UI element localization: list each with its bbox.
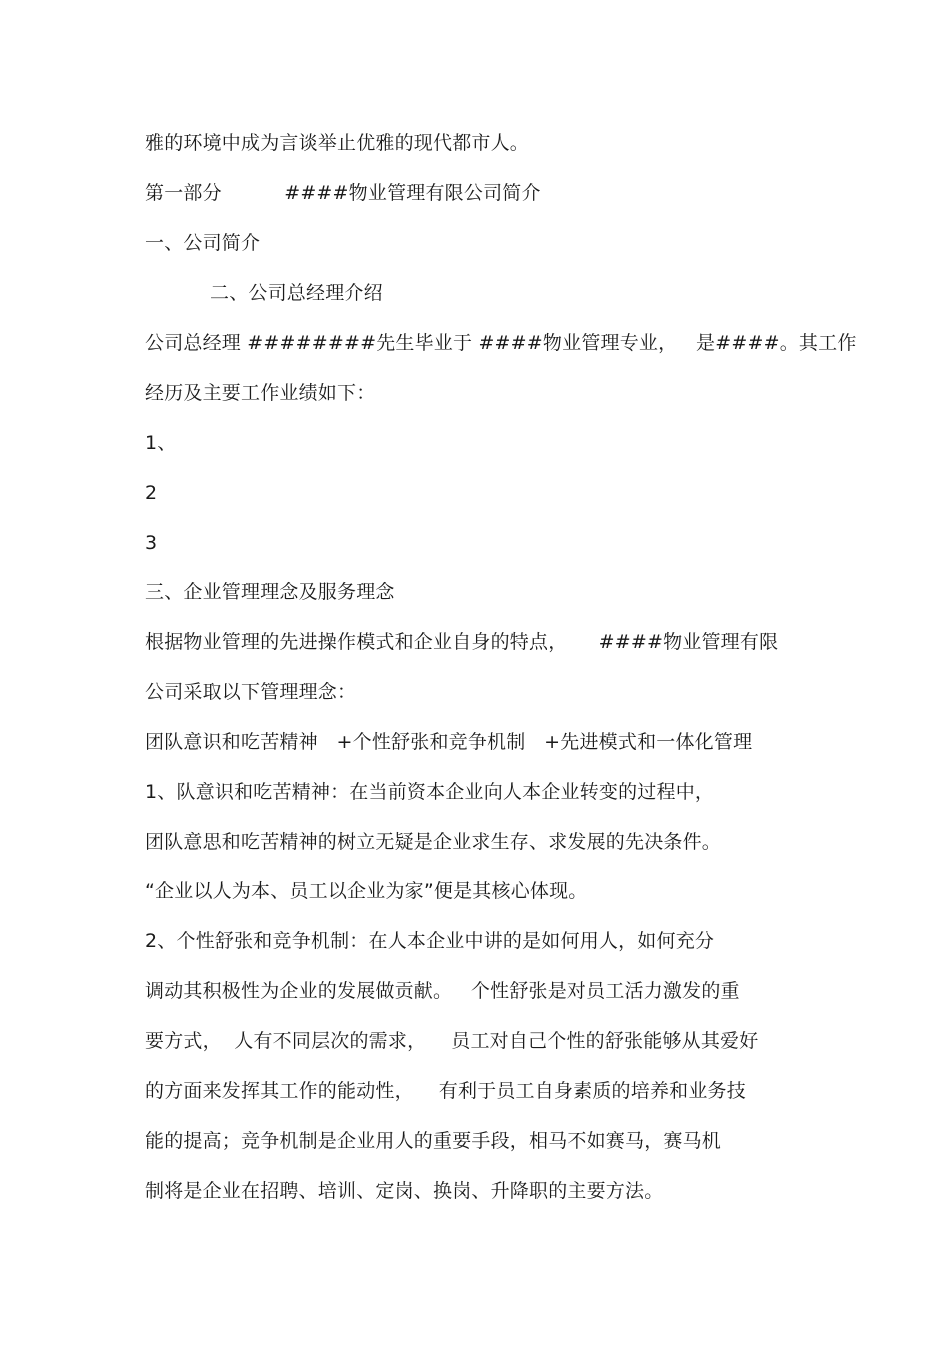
list-item: 1、 bbox=[145, 432, 177, 454]
section-heading: 第一部分 ####物业管理有限公司简介 bbox=[145, 182, 541, 204]
paragraph-line: 根据物业管理的先进操作模式和企业自身的特点， ####物业管理有限 bbox=[145, 631, 779, 653]
paragraph-line: 公司采取以下管理理念： bbox=[145, 681, 357, 703]
list-item: 3 bbox=[145, 532, 158, 554]
paragraph-line: 公司总经理 ########先生毕业于 ####物业管理专业， 是####。其工作 bbox=[145, 332, 857, 354]
subsection-heading: 三、企业管理理念及服务理念 bbox=[145, 581, 395, 603]
subsection-heading: 一、公司简介 bbox=[145, 232, 261, 254]
paragraph-line: 2、个性舒张和竞争机制：在人本企业中讲的是如何用人，如何充分 bbox=[145, 930, 715, 952]
paragraph-line: 制将是企业在招聘、培训、定岗、换岗、升降职的主要方法。 bbox=[145, 1180, 664, 1202]
paragraph-line: “企业以人为本、员工以企业为家”便是其核心体现。 bbox=[145, 880, 588, 902]
paragraph-line: 要方式， 人有不同层次的需求， 员工对自己个性的舒张能够从其爱好 bbox=[145, 1030, 759, 1052]
paragraph-line: 的方面来发挥其工作的能动性， 有利于员工自身素质的培养和业务技 bbox=[145, 1080, 746, 1102]
subsection-heading: 二、公司总经理介绍 bbox=[210, 282, 383, 304]
paragraph-line: 1、队意识和吃苦精神：在当前资本企业向人本企业转变的过程中， bbox=[145, 781, 715, 803]
list-item: 2 bbox=[145, 482, 158, 504]
paragraph-line: 能的提高；竞争机制是企业用人的重要手段，相马不如赛马，赛马机 bbox=[145, 1130, 722, 1152]
paragraph-line: 调动其积极性为企业的发展做贡献。 个性舒张是对员工活力激发的重 bbox=[145, 980, 740, 1002]
paragraph-line: 经历及主要工作业绩如下： bbox=[145, 382, 376, 404]
paragraph-line: 雅的环境中成为言谈举止优雅的现代都市人。 bbox=[145, 132, 530, 154]
paragraph-line: 团队意识和吃苦精神 +个性舒张和竞争机制 +先进模式和一体化管理 bbox=[145, 731, 753, 753]
paragraph-line: 团队意思和吃苦精神的树立无疑是企业求生存、求发展的先决条件。 bbox=[145, 831, 722, 853]
